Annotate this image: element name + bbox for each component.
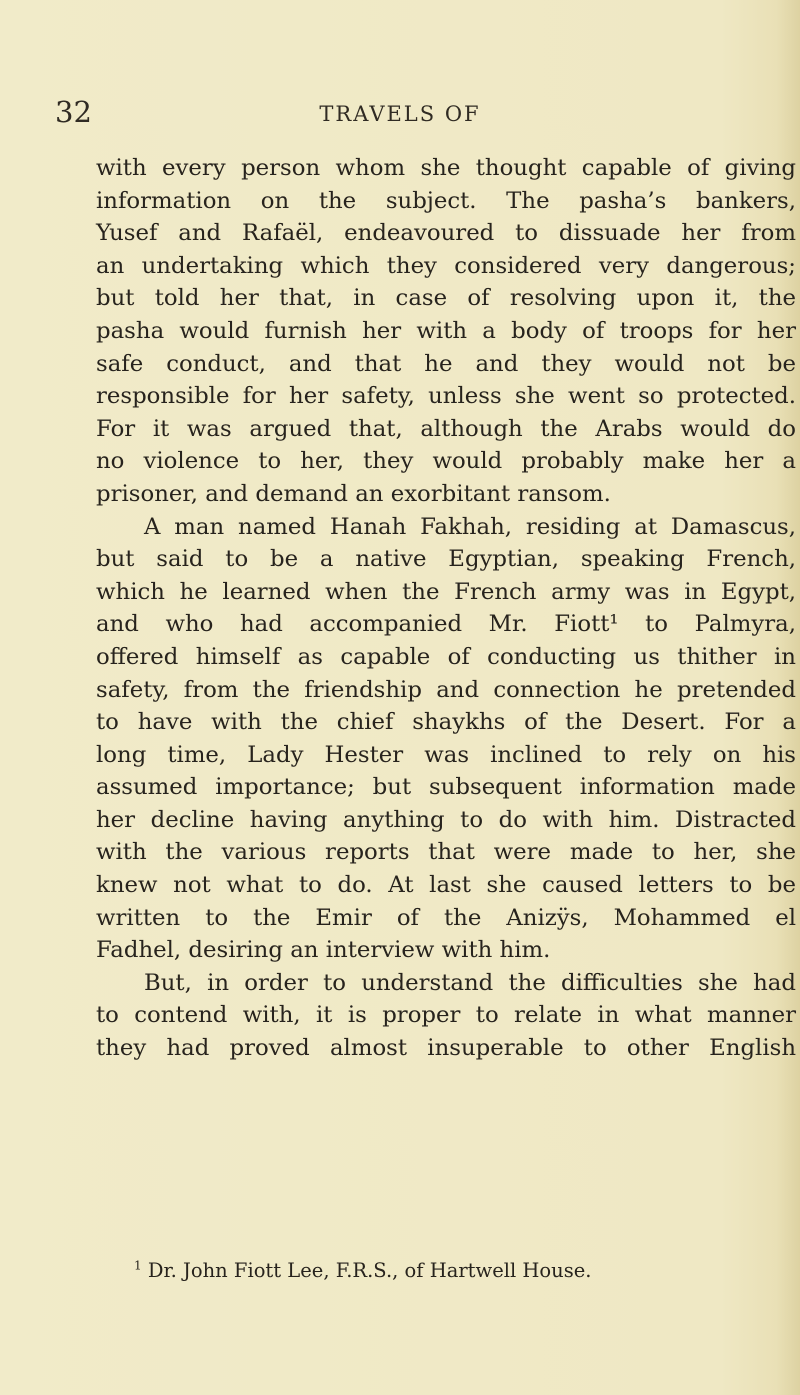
text-line: to contend with, it is proper to relate in what manner (96, 1002, 796, 1029)
text-line: written to the Emir of the Anizÿs, Mohammed el (96, 904, 796, 931)
text-line: For it was argued that, although the Arabs would do (96, 415, 796, 442)
text-line: and who had accompanied Mr. Fiott¹ to Palmyra, (96, 611, 796, 638)
text-line: but said to be a native Egyptian, speaking French, (96, 546, 796, 573)
text-line: A man named Hanah Fakhah, residing at Damascus, (144, 513, 796, 540)
footnote-mark: 1 (134, 1258, 142, 1273)
text-line: knew not what to do. At last she caused letters to be (96, 872, 796, 899)
text-line: an undertaking which they considered very dangerous; (96, 252, 796, 279)
text-line: no violence to her, they would probably make her a (96, 448, 796, 475)
page-header (0, 92, 800, 132)
text-line: Yusef and Rafaël, endeavoured to dissuade her from (96, 220, 796, 247)
text-line: her decline having anything to do with him. Distracted (96, 806, 796, 833)
page-number: 32 (55, 95, 92, 129)
text-line: responsible for her safety, unless she went so protected. (96, 383, 796, 410)
text-line: safety, from the friendship and connection he pretended (96, 676, 796, 703)
text-line: information on the subject. The pasha’s bankers, (96, 187, 796, 214)
text-line: But, in order to understand the difficulties she had (144, 969, 796, 996)
text-line: with the various reports that were made to her, she (96, 839, 796, 866)
text-line: pasha would furnish her with a body of troops for her (96, 317, 796, 344)
text-line: assumed importance; but subsequent information made (96, 774, 796, 801)
footnote (134, 1257, 694, 1285)
text-line: they had proved almost insuperable to other English (96, 1035, 796, 1062)
text-line: Fadhel, desiring an interview with him. (96, 937, 551, 964)
text-line: offered himself as capable of conducting us thither in (96, 643, 796, 670)
footnote-text: Dr. John Fiott Lee, F.R.S., of Hartwell House. (147, 1259, 592, 1282)
text-line: with every person whom she thought capable of giving (96, 155, 796, 181)
text-line: long time, Lady Hester was inclined to rely on his (96, 741, 796, 768)
running-head: TRAVELS OF (319, 102, 481, 126)
body-text (96, 152, 796, 1065)
text-line: but told her that, in case of resolving upon it, the (96, 285, 796, 312)
text-line: to have with the chief shaykhs of the Desert. For a (96, 709, 796, 736)
text-line: which he learned when the French army was in Egypt, (96, 578, 796, 605)
text-line: safe conduct, and that he and they would not be (96, 350, 796, 377)
text-line: prisoner, and demand an exorbitant ransom. (96, 480, 611, 507)
